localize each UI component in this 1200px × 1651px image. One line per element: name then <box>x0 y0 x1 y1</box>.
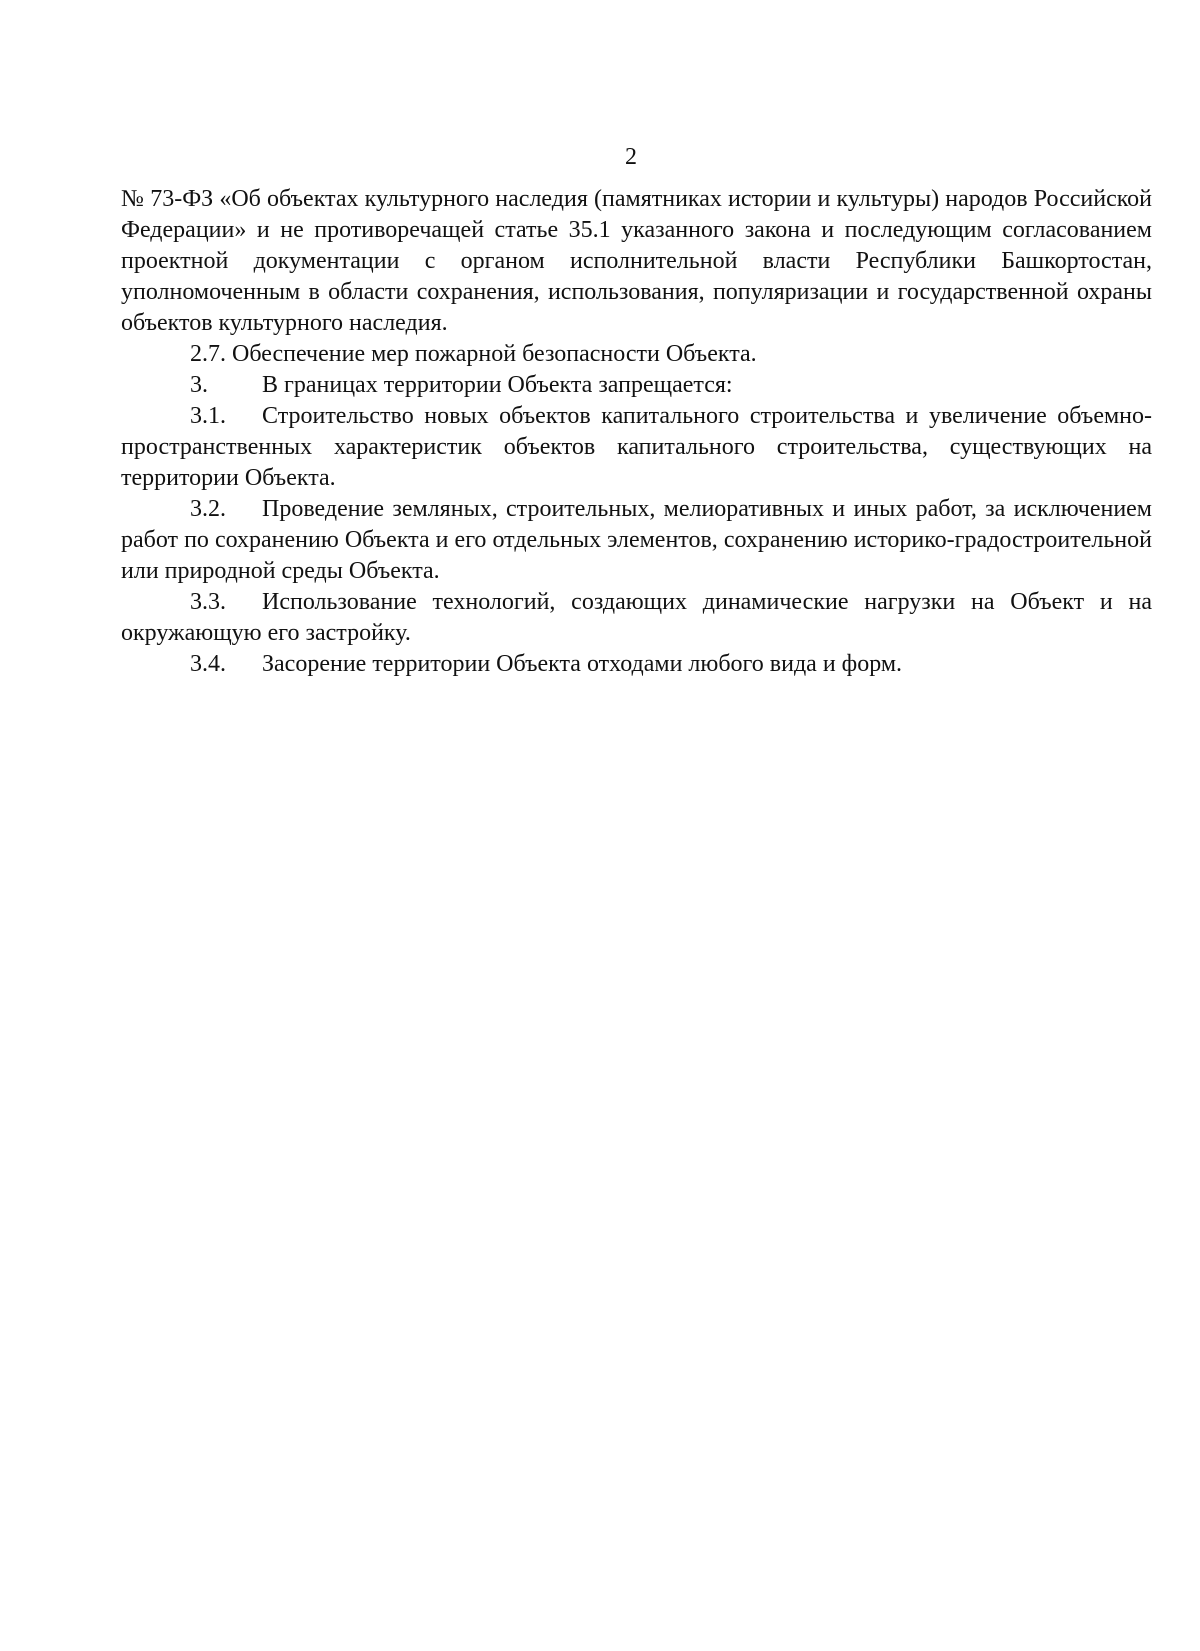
paragraph-3-2 <box>121 494 1152 587</box>
paragraph-2-7: 2.7. Обеспечение мер пожарной безопасности Объекта. <box>190 341 757 367</box>
paragraph-3-text: В границах территории Объекта запрещается: <box>262 372 733 398</box>
paragraph-3-1-number: 3.1. <box>190 403 226 429</box>
document-body <box>121 184 1152 680</box>
paragraph-3-3-text: Использование технологий, создающих динамические нагрузки на Объект и на окружающую его застройку. <box>121 589 1152 646</box>
paragraph-3-4-text: Засорение территории Объекта отходами любого вида и форм. <box>262 651 903 677</box>
paragraph-3-3 <box>121 587 1152 649</box>
paragraph-3-2-text: Проведение земляных, строительных, мелиоративных и иных работ, за исключением работ по сохранению Объекта и его отдельных элементов, сохранению историко-градостроительной или природной среды Объекта. <box>121 496 1152 584</box>
paragraph-3-1 <box>121 401 1152 494</box>
paragraph-3 <box>121 370 1152 401</box>
paragraph-3-1-text: Строительство новых объектов капитального строительства и увеличение объемно-пространственных характеристик объектов капитального строительства, существующих на территории Объекта. <box>121 403 1152 491</box>
paragraph-3-2-number: 3.2. <box>190 496 226 522</box>
paragraph-3-3-number: 3.3. <box>190 589 226 615</box>
paragraph-intro: № 73-ФЗ «Об объектах культурного наследия (памятниках истории и культуры) народов Российской Федерации» и не противоречащей статье 35.1 указанного закона и последующим согласованием проектной документации с органом исполнительной власти Республики Башкортостан, уполномоченным в области сохранения, использования, популяризации и государственной охраны объектов культурного наследия. <box>121 186 1152 336</box>
paragraph-3-4 <box>121 649 1152 680</box>
paragraph-3-number: 3. <box>190 372 208 398</box>
paragraph-3-4-number: 3.4. <box>190 651 226 677</box>
page-number: 2 <box>625 144 637 170</box>
